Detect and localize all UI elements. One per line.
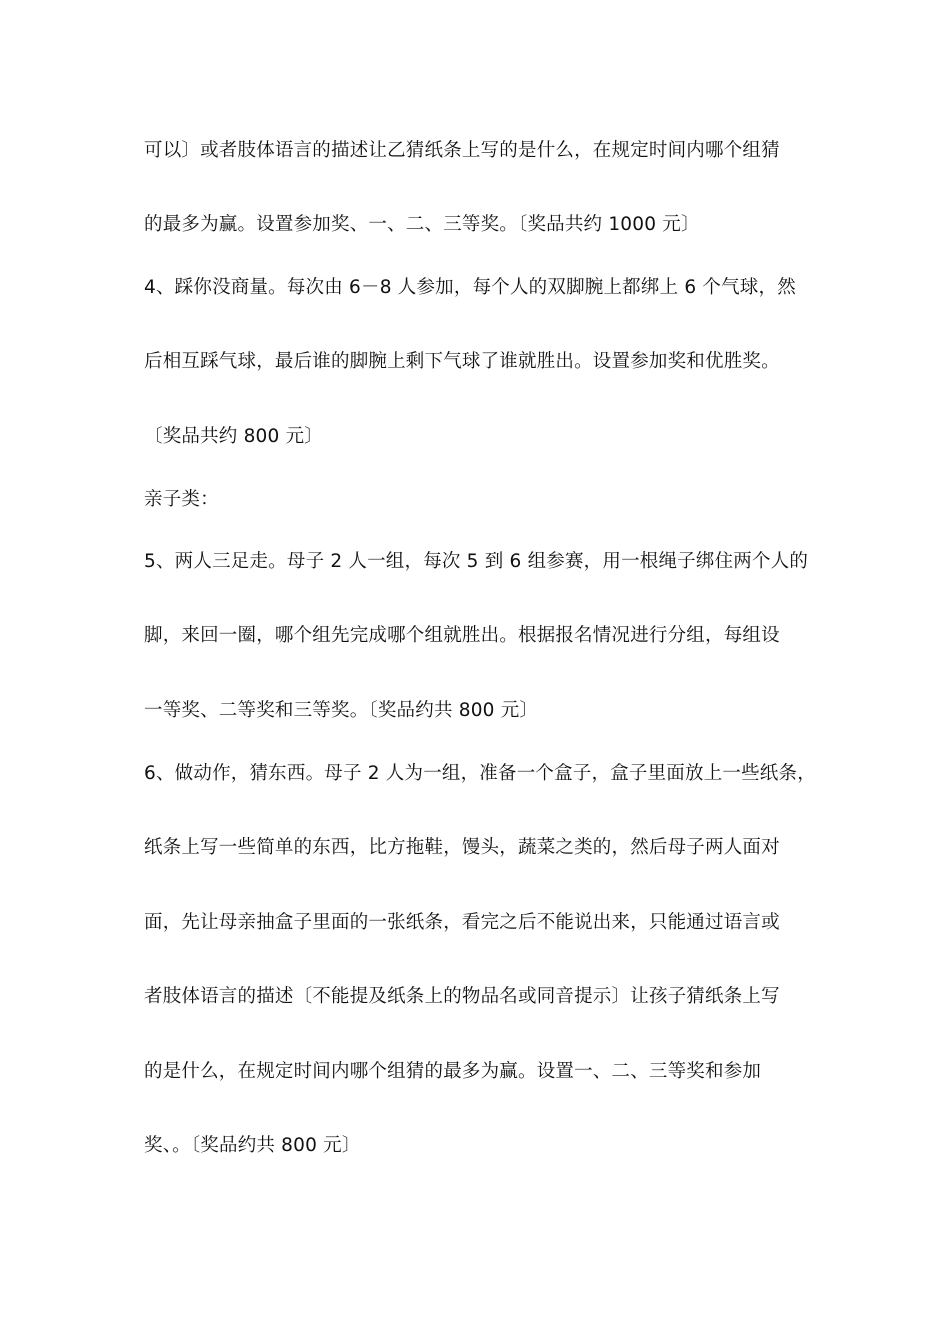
text-line-7: 5、两人三足走。母子 2 人一组，每次 5 到 6 组参赛，用一根绳子绑住两个人的	[144, 551, 809, 572]
section-heading-parent-child: 亲子类：	[144, 489, 219, 510]
text-line-4: 后相互踩气球，最后谁的脚腕上剩下气球了谁就胜出。设置参加奖和优胜奖。	[144, 351, 780, 372]
text-line-8: 脚，来回一圈，哪个组先完成哪个组就胜出。根据报名情况进行分组，每组设	[144, 625, 780, 646]
text-line-14: 的是什么，在规定时间内哪个组猜的最多为赢。设置一、二、三等奖和参加	[144, 1061, 762, 1082]
text-line-15: 奖、。〔奖品约共 800 元〕	[144, 1135, 361, 1156]
text-line-2: 的最多为赢。设置参加奖、一、二、三等奖。〔奖品共约 1000 元〕	[144, 214, 700, 235]
text-line-9: 一等奖、二等奖和三等奖。〔奖品约共 800 元〕	[144, 700, 539, 721]
text-line-3: 4、踩你没商量。每次由 6－8 人参加，每个人的双脚腕上都绑上 6 个气球，然	[144, 277, 796, 298]
text-line-13: 者肢体语言的描述〔不能提及纸条上的物品名或同音提示〕让孩子猜纸条上写	[144, 986, 780, 1007]
text-line-5: 〔奖品共约 800 元〕	[144, 426, 323, 447]
text-line-10: 6、做动作，猜东西。母子 2 人为一组，准备一个盒子，盒子里面放上一些纸条，	[144, 763, 816, 784]
text-line-1: 可以〕或者肢体语言的描述让乙猜纸条上写的是什么，在规定时间内哪个组猜	[144, 140, 780, 161]
text-line-11: 纸条上写一些简单的东西，比方拖鞋，馒头，蔬菜之类的，然后母子两人面对	[144, 837, 780, 858]
text-line-12: 面，先让母亲抽盒子里面的一张纸条，看完之后不能说出来，只能通过语言或	[144, 912, 780, 933]
